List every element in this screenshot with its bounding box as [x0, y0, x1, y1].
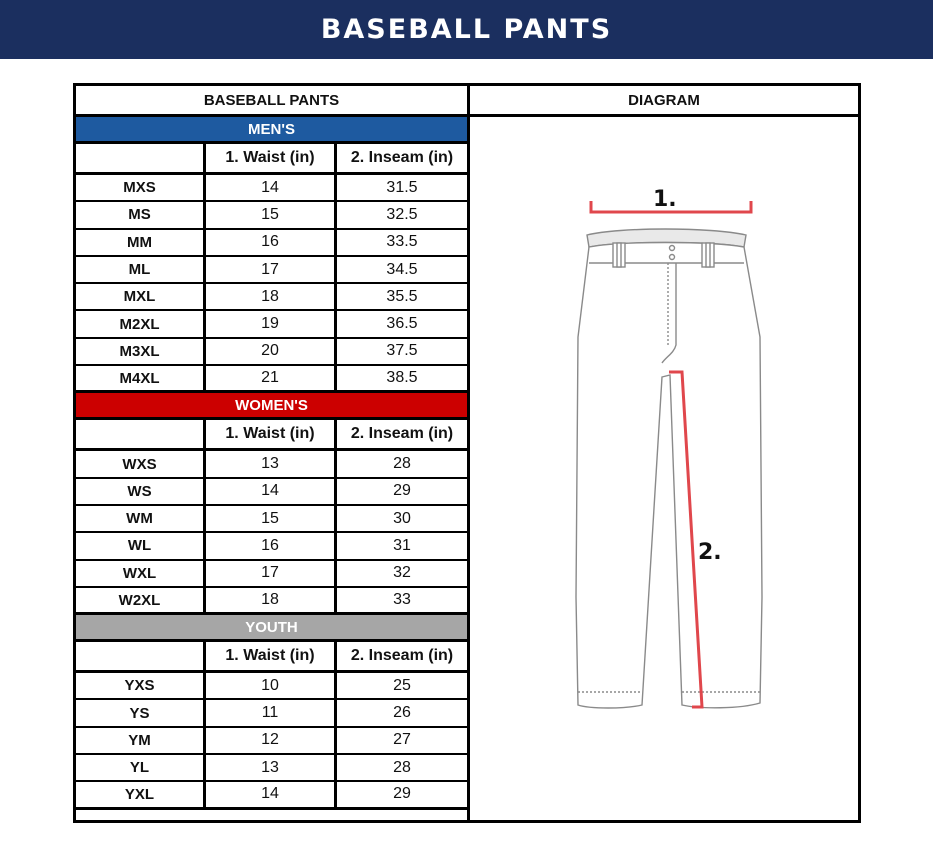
waist-cell: 10	[206, 673, 337, 698]
size-cell: MXS	[76, 175, 206, 200]
inseam-cell: 34.5	[386, 260, 418, 278]
size-cell: WXS	[76, 451, 206, 476]
waist-cell: 15	[206, 202, 337, 227]
table-row	[76, 311, 467, 338]
inseam-cell: 29	[393, 482, 411, 500]
title-banner	[0, 0, 933, 59]
size-cell: WS	[76, 479, 206, 504]
column-header-row	[76, 420, 467, 451]
size-cell: WL	[76, 533, 206, 558]
inseam-marker-label: 2.	[698, 540, 722, 565]
table-row	[76, 588, 467, 615]
waist-column-header: 1. Waist (in)	[206, 642, 337, 670]
size-column-header	[76, 420, 206, 448]
table-row	[76, 782, 467, 809]
waist-cell: 19	[206, 311, 337, 336]
table-row	[76, 230, 467, 257]
inseam-column-header: 2. Inseam (in)	[350, 647, 454, 665]
inseam-cell: 33	[393, 591, 411, 608]
inseam-cell: 28	[393, 758, 411, 776]
waist-column-header: 1. Waist (in)	[206, 420, 337, 448]
size-chart	[73, 83, 861, 823]
table-row	[76, 257, 467, 284]
size-cell: YM	[76, 728, 206, 753]
inseam-cell: 28	[393, 455, 411, 473]
size-cell: ML	[76, 257, 206, 282]
size-cell: W2XL	[76, 588, 206, 612]
size-cell: MS	[76, 202, 206, 227]
size-sections	[76, 117, 467, 810]
inseam-cell: 33.5	[386, 233, 418, 251]
size-cell: YXL	[76, 782, 206, 806]
inseam-column-header: 2. Inseam (in)	[350, 425, 454, 443]
diagram-header: DIAGRAM	[470, 86, 858, 117]
table-row	[76, 366, 467, 393]
size-cell: M2XL	[76, 311, 206, 336]
size-column-header	[76, 144, 206, 172]
inseam-cell: 31.5	[386, 178, 418, 196]
table-row	[76, 451, 467, 478]
table-row	[76, 700, 467, 727]
column-header-row	[76, 144, 467, 175]
size-cell: YS	[76, 700, 206, 725]
inseam-cell: 38.5	[386, 369, 418, 387]
table-row	[76, 339, 467, 366]
size-cell: M3XL	[76, 339, 206, 364]
section-title-bar: YOUTH	[76, 615, 467, 642]
table-row	[76, 284, 467, 311]
inseam-cell: 37.5	[386, 342, 418, 360]
inseam-cell: 29	[393, 785, 411, 803]
waist-cell: 15	[206, 506, 337, 531]
size-column-header	[76, 642, 206, 670]
table-row	[76, 728, 467, 755]
table-row	[76, 673, 467, 700]
table-row	[76, 175, 467, 202]
waist-cell: 16	[206, 533, 337, 558]
size-cell: YL	[76, 755, 206, 780]
inseam-cell: 35.5	[386, 287, 418, 305]
table-row	[76, 533, 467, 560]
waist-marker-label: 1.	[653, 187, 677, 212]
page-title: BASEBALL PANTS	[320, 14, 613, 45]
inseam-cell: 27	[393, 731, 411, 749]
table-row	[76, 561, 467, 588]
waist-cell: 17	[206, 561, 337, 586]
size-cell: MM	[76, 230, 206, 255]
waist-cell: 14	[206, 479, 337, 504]
waist-cell: 13	[206, 451, 337, 476]
table-row	[76, 755, 467, 782]
size-table	[76, 86, 470, 820]
size-cell: WXL	[76, 561, 206, 586]
size-table-header: BASEBALL PANTS	[76, 86, 467, 117]
waist-cell: 12	[206, 728, 337, 753]
size-cell: YXS	[76, 673, 206, 698]
table-row	[76, 506, 467, 533]
inseam-cell: 25	[393, 676, 411, 694]
inseam-cell: 26	[393, 704, 411, 722]
inseam-cell: 30	[393, 509, 411, 527]
table-row	[76, 202, 467, 229]
waist-cell: 21	[206, 366, 337, 390]
waist-column-header: 1. Waist (in)	[206, 144, 337, 172]
waist-cell: 20	[206, 339, 337, 364]
table-row	[76, 479, 467, 506]
size-cell: M4XL	[76, 366, 206, 390]
waist-cell: 11	[206, 700, 337, 725]
waist-cell: 17	[206, 257, 337, 282]
waist-cell: 18	[206, 588, 337, 612]
column-header-row	[76, 642, 467, 673]
waist-cell: 16	[206, 230, 337, 255]
inseam-cell: 32.5	[386, 205, 418, 223]
inseam-cell: 36.5	[386, 315, 418, 333]
inseam-column-header: 2. Inseam (in)	[350, 149, 454, 166]
size-cell: WM	[76, 506, 206, 531]
section-title-bar: WOMEN'S	[76, 393, 467, 420]
waist-cell: 13	[206, 755, 337, 780]
inseam-cell: 32	[393, 564, 411, 582]
waist-cell: 18	[206, 284, 337, 309]
inseam-cell: 31	[393, 536, 411, 554]
diagram-panel	[470, 86, 858, 820]
pants-illustration	[576, 229, 762, 708]
waist-cell: 14	[206, 782, 337, 806]
waist-cell: 14	[206, 175, 337, 200]
pants-diagram	[470, 117, 858, 820]
section-title-bar: MEN'S	[76, 117, 467, 144]
size-cell: MXL	[76, 284, 206, 309]
